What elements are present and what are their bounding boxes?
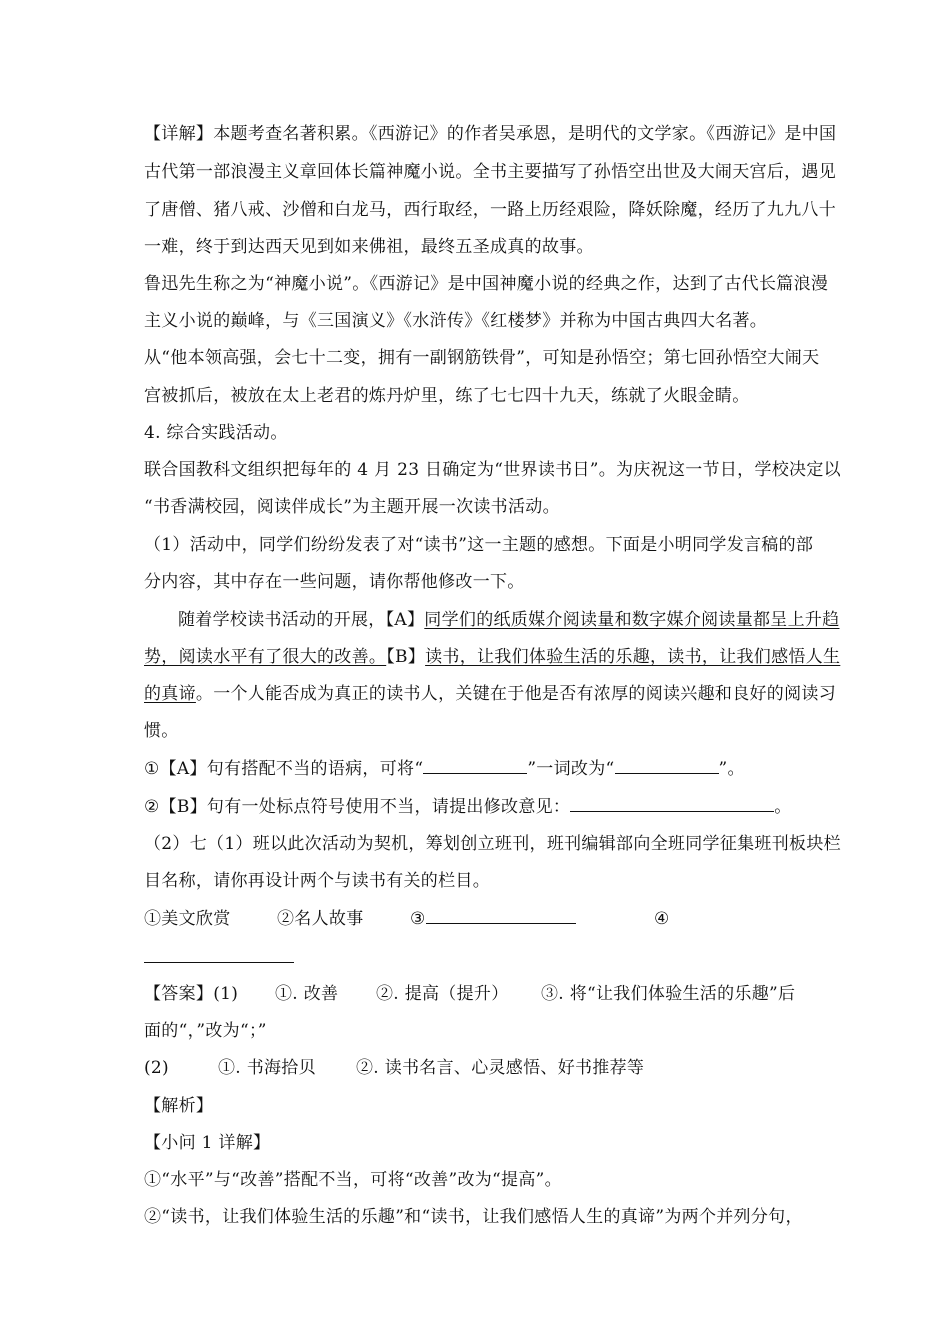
answer-blank-line[interactable]: [144, 962, 294, 963]
analysis-line-2: ②“读书，让我们体验生活的乐趣”和“读书，让我们感悟人生的真谛”为两个并列分句，: [144, 1207, 803, 1227]
answer-1-2: ②. 提高（提升）: [376, 984, 509, 1004]
sub1-text-pre: ①【A】句有搭配不当的语病，可将“: [144, 759, 424, 779]
underlined-sentence-b-end: 的真谛: [144, 684, 196, 704]
sub1-text-mid: ”一词改为“: [527, 759, 615, 779]
passage-text: 。一个人能否成为真正的读书人，关键在于他是否有浓厚的阅读兴趣和良好的阅读习: [195, 684, 837, 704]
intro-line-2: “书香满校园，阅读伴成长”为主题开展一次读书活动。: [144, 497, 560, 517]
analysis-label: 【解析】: [144, 1096, 214, 1116]
part2-line-1: （2）七（1）班以此次活动为契机，筹划创立班刊，班刊编辑部向全班同学征集班刊板块栏: [144, 834, 841, 854]
part1-line-1: （1）活动中，同学们纷纷发表了对“读书”这一主题的感想。下面是小明同学发言稿的部: [144, 535, 814, 555]
answer-2-2: ②. 读书名言、心灵感悟、好书推荐等: [356, 1058, 645, 1078]
underlined-sentence-a: 同学们的纸质媒介阅读量和数字媒介阅读量都呈上升趋: [424, 610, 840, 630]
answer-2-1: ①. 书海拾贝: [218, 1058, 316, 1078]
underlined-sentence-b: 读书，让我们体验生活的乐趣，读书，让我们感悟人生: [425, 647, 841, 667]
answer-part-1: (1): [213, 984, 239, 1004]
sub-question-2: [144, 797, 792, 817]
detail-line-5: 鲁迅先生称之为“神魔小说”。《西游记》是中国神魔小说的经典之作，达到了古代长篇浪漫: [144, 274, 829, 294]
question-title: 4. 综合实践活动。: [144, 423, 288, 443]
answer-line-2: 面的“，”改为“；”: [144, 1021, 267, 1041]
passage-line-1: [178, 610, 840, 630]
detail-line-8: 宫被抓后，被放在太上老君的炼丹炉里，练了七七四十九天，练就了火眼金睛。: [144, 386, 750, 406]
marker-b: 【B】: [386, 647, 426, 667]
answer-label-text: 【答案】: [144, 984, 214, 1004]
analysis-line-1: ①“水平”与“改善”搭配不当，可将“改善”改为“提高”。: [144, 1170, 562, 1190]
answer-part-2: (2): [144, 1058, 169, 1078]
passage-line-2: [144, 647, 840, 667]
sub2-text-pre: ②【B】句有一处标点符号使用不当，请提出修改意见：: [144, 797, 571, 817]
answer-1-3: ③. 将“让我们体验生活的乐趣”后: [541, 984, 796, 1004]
underlined-sentence-a-end: 势，阅读水平有了很大的改善。: [144, 647, 387, 667]
column-option-1: ①美文欣赏: [144, 909, 231, 929]
passage-line-4: 惯。: [144, 721, 179, 741]
column-option-4: ④: [654, 909, 670, 929]
answer-blank[interactable]: [615, 759, 719, 774]
detail-line-2: 古代第一部浪漫主义章回体长篇神魔小说。全书主要描写了孙悟空出世及大闹天宫后，遇见: [144, 162, 836, 182]
answer-blank[interactable]: [570, 797, 774, 812]
answer-1-1: ①. 改善: [275, 984, 339, 1004]
detail-line-6: 主义小说的巅峰，与《三国演义》《水浒传》《红楼梦》并称为中国古典四大名著。: [144, 311, 768, 331]
answer-label: [144, 984, 238, 1004]
detail-line-7: 从“他本领高强，会七十二变，拥有一副钢筋铁骨”，可知是孙悟空；第七回孙悟空大闹天: [144, 348, 820, 368]
detail-line-3: 了唐僧、猪八戒、沙僧和白龙马，西行取经，一路上历经艰险，降妖除魔，经历了九九八十: [144, 200, 836, 220]
column-option-3: [410, 909, 576, 929]
part1-line-2: 分内容，其中存在一些问题，请你帮他修改一下。: [144, 572, 525, 592]
part2-line-2: 目名称，请你再设计两个与读书有关的栏目。: [144, 871, 490, 891]
sub2-text-post: 。: [774, 797, 792, 817]
passage-line-3: [144, 684, 836, 704]
detail-line-4: 一难，终于到达西天见到如来佛祖，最终五圣成真的故事。: [144, 237, 594, 257]
column-option-2: ②名人故事: [277, 909, 364, 929]
sub1-text-post: ”。: [718, 759, 745, 779]
column-option-3-label: ③: [410, 909, 426, 929]
sub-question-1: [144, 759, 745, 779]
detail-line-1: 【详解】本题考查名著积累。《西游记》的作者吴承恩，是明代的文学家。《西游记》是中国: [144, 124, 837, 144]
answer-blank[interactable]: [426, 909, 576, 924]
passage-text: 随着学校读书活动的开展，: [178, 610, 386, 630]
marker-a: 【A】: [385, 610, 425, 630]
intro-line-1: 联合国教科文组织把每年的 4 月 23 日确定为“世界读书日”。为庆祝这一节日，学校决定以: [144, 460, 841, 480]
analysis-sub-label: 【小问 1 详解】: [144, 1133, 271, 1153]
answer-blank[interactable]: [423, 759, 527, 774]
